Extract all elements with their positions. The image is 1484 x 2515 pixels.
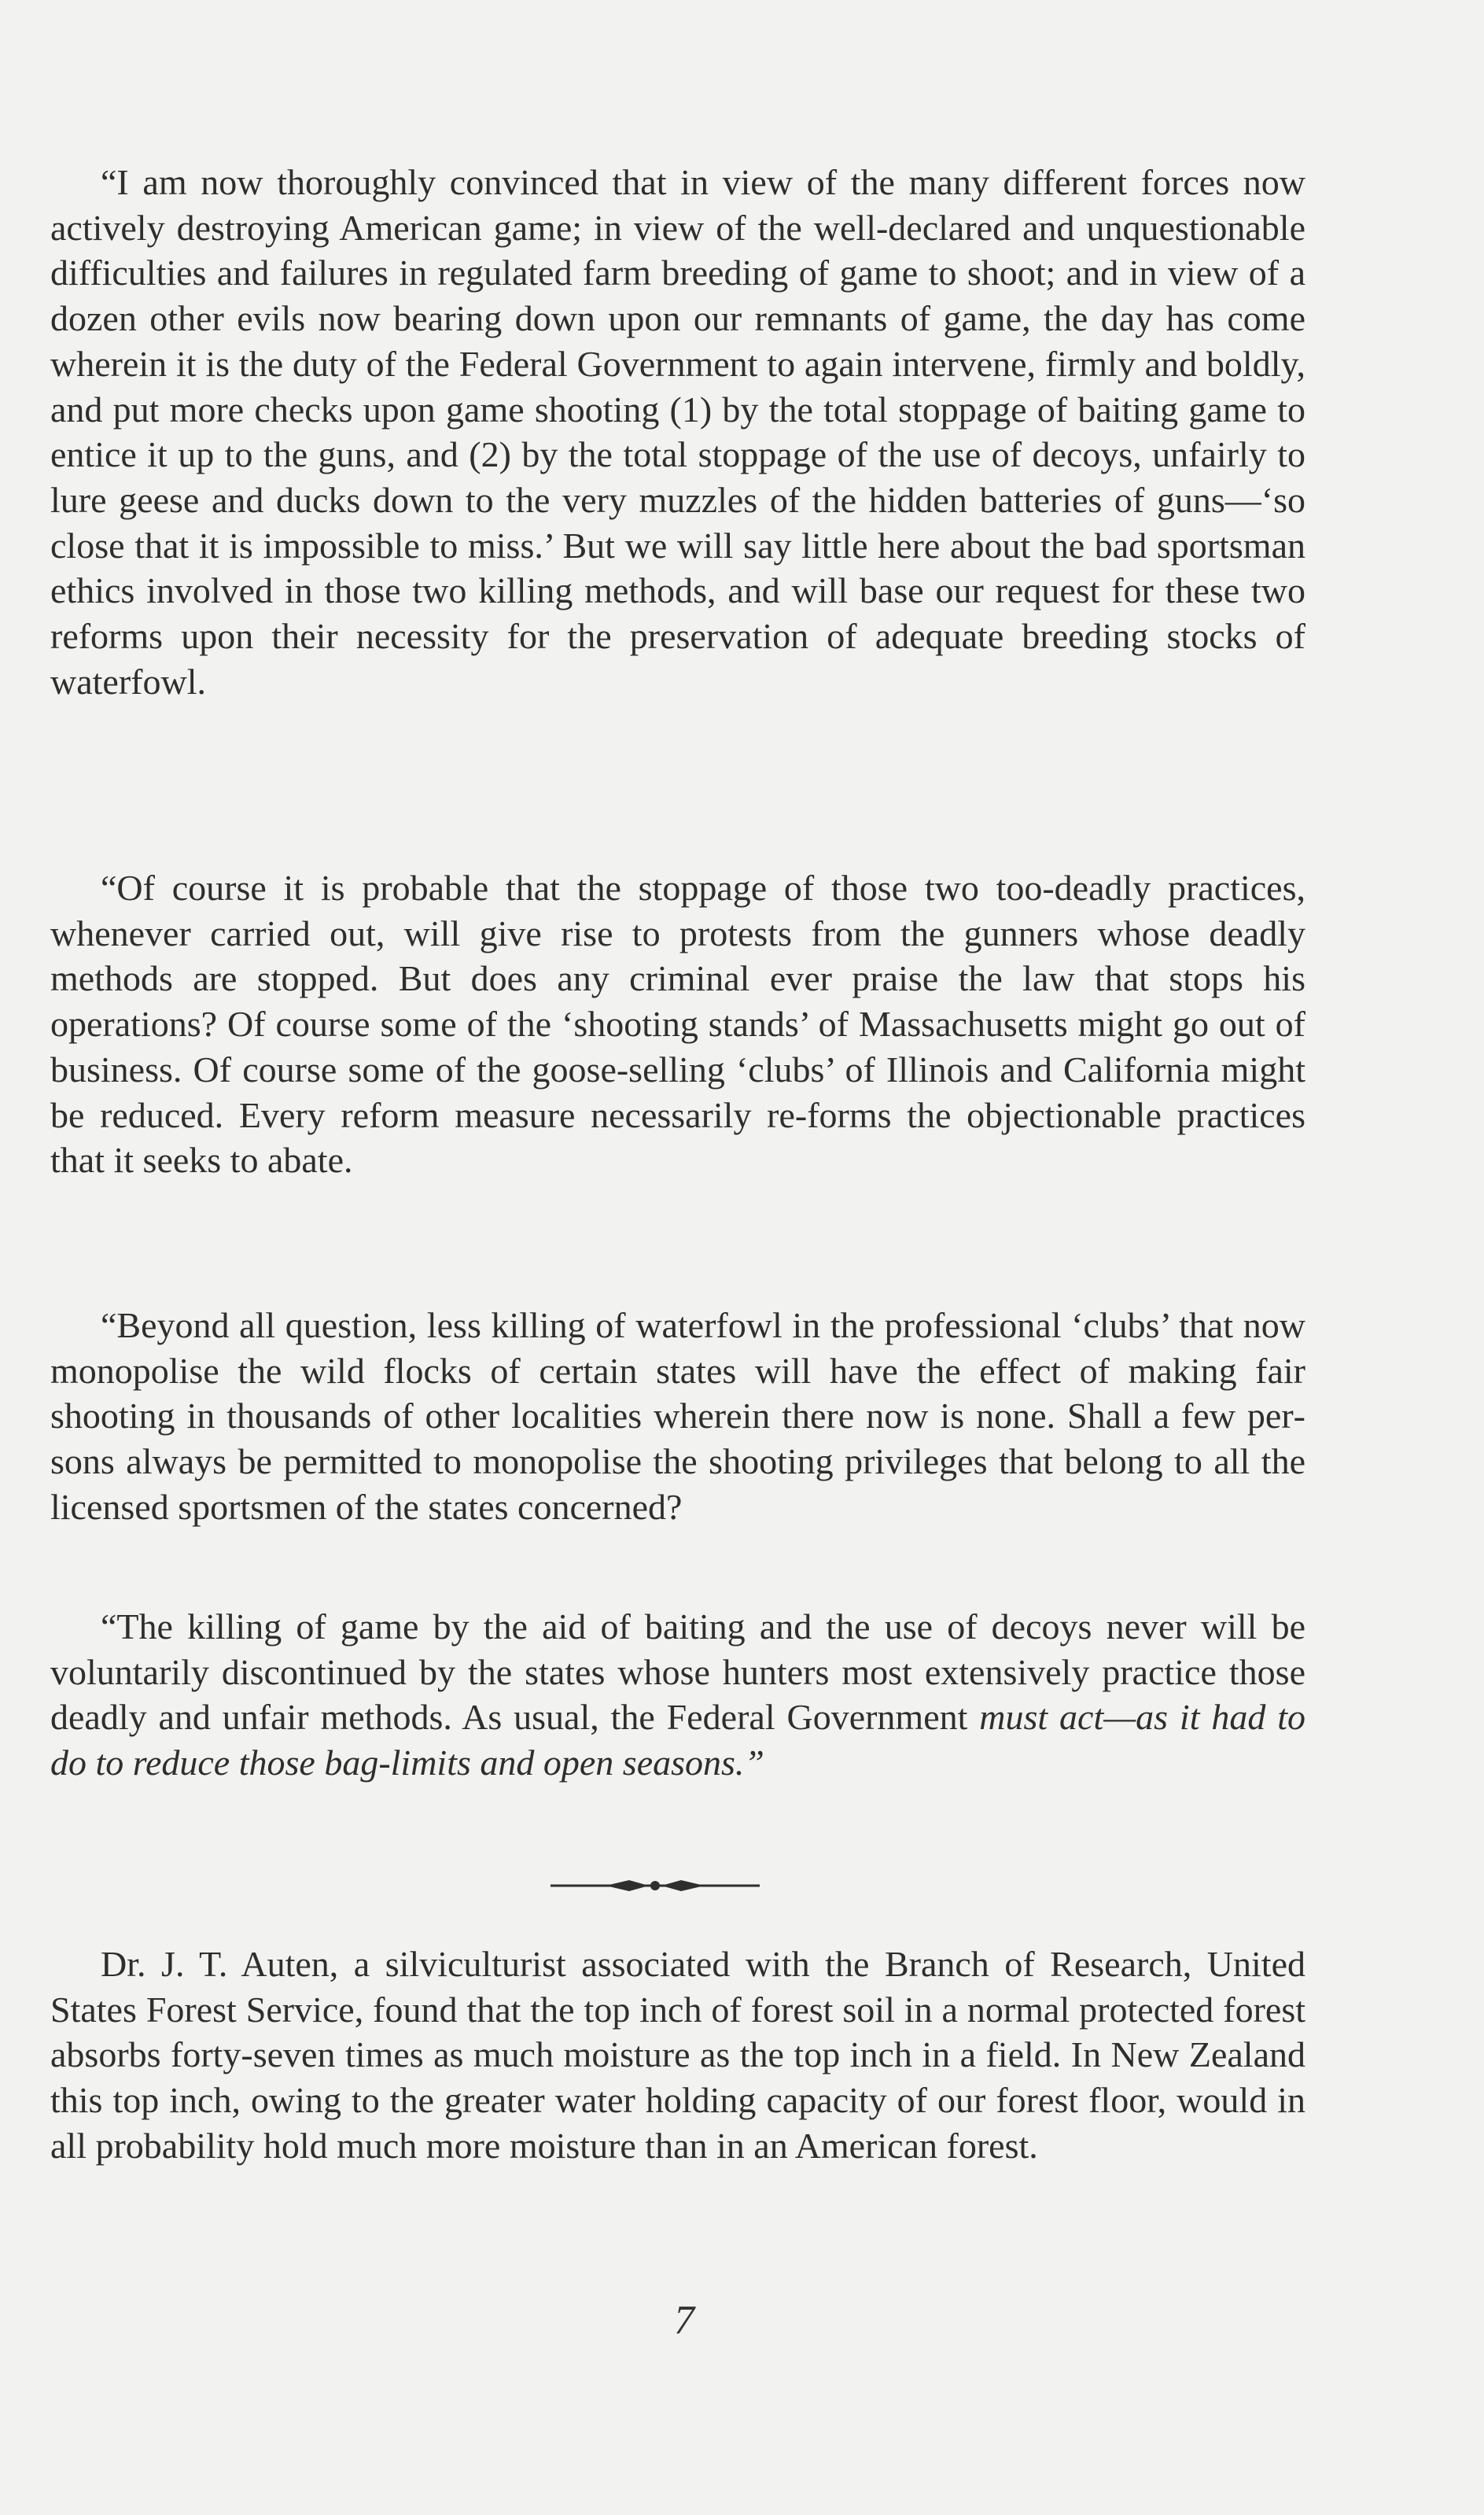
paragraph-roman-part: “The killing of game by the aid of baiting and the use of decoys never will be voluntarily discontinued by the states whose hunters most extensively practice those deadly and unfair methods. As usual, the Federal Government [50, 1606, 1305, 1738]
paragraph-text: “Beyond all question, less killing of waterfowl in the professional ‘clubs’ that now monopolise the wild flocks of certain states will have the effect of making fair shooting in thousands of other localities wherein there now is none. Shall a few persons always be permitted to monopolise the shooting privileges that belong to all the licensed sportsmen of the states concerned? [50, 1305, 1305, 1527]
paragraph-text: “Of course it is probable that the stoppage of those two too-deadly practices, whenever carried out, will give rise to protests from the gunners whose deadly methods are stopped. But does any criminal ever praise the law that stops his operations? Of course some of the ‘shooting stands’ of Massachusetts might go out of business. Of course some of the goose-selling ‘clubs’ of Illinois and California might be reduced. Every reform measure necessarily re-forms the objectionable practices that it seeks to abate. [50, 868, 1305, 1181]
paragraph-monopolise [50, 1303, 1305, 1530]
paragraph-text: “I am now thoroughly convinced that in view of the many different forces now actively destroying American game; in view of the well-declared and unquestionable difficulties and failures in regulated farm breeding of game to shoot; and in view of a dozen other evils now bearing down upon our remnants of game, the day has come wherein it is the duty of the Federal Government to again intervene, firmly and boldly, and put more checks upon game shooting (1) by the total stoppage of baiting game to entice it up to the guns, and (2) by the total stoppage of the use of decoys, unfairly to lure geese and ducks down to the very muzzles of the hidden batteries of guns—‘so close that it is impossible to miss.’ But we will say little here about the bad sportsman ethics involved in those two killing methods, and will base our request for these two reforms upon their necessity for the preservation of adequate breeding stocks of waterfowl. [50, 162, 1305, 702]
paragraph-baiting-decoys [50, 160, 1305, 704]
paragraph-italic-part: must act—as it had to do to reduce those bag-limits and open seasons.” [50, 1697, 1305, 1783]
paragraph-federal-action [50, 1604, 1305, 1786]
diamond-rule-ornament-icon [551, 1876, 760, 1895]
page-number: 7 [674, 2298, 694, 2343]
paragraph-auten-soil [50, 1942, 1305, 2169]
paragraph-protests [50, 865, 1305, 1183]
paragraph-text: Dr. J. T. Auten, a silviculturist associated with the Branch of Research, United States Forest Service, found that the top inch of forest soil in a normal protected forest absorbs forty-seven times as much moisture as the top inch in a field. In New Zealand this top inch, owing to the greater water holding capacity of our forest floor, would in all probability hold much more moisture than in an American forest. [50, 1944, 1305, 2166]
paragraph-text [50, 1604, 1305, 1786]
